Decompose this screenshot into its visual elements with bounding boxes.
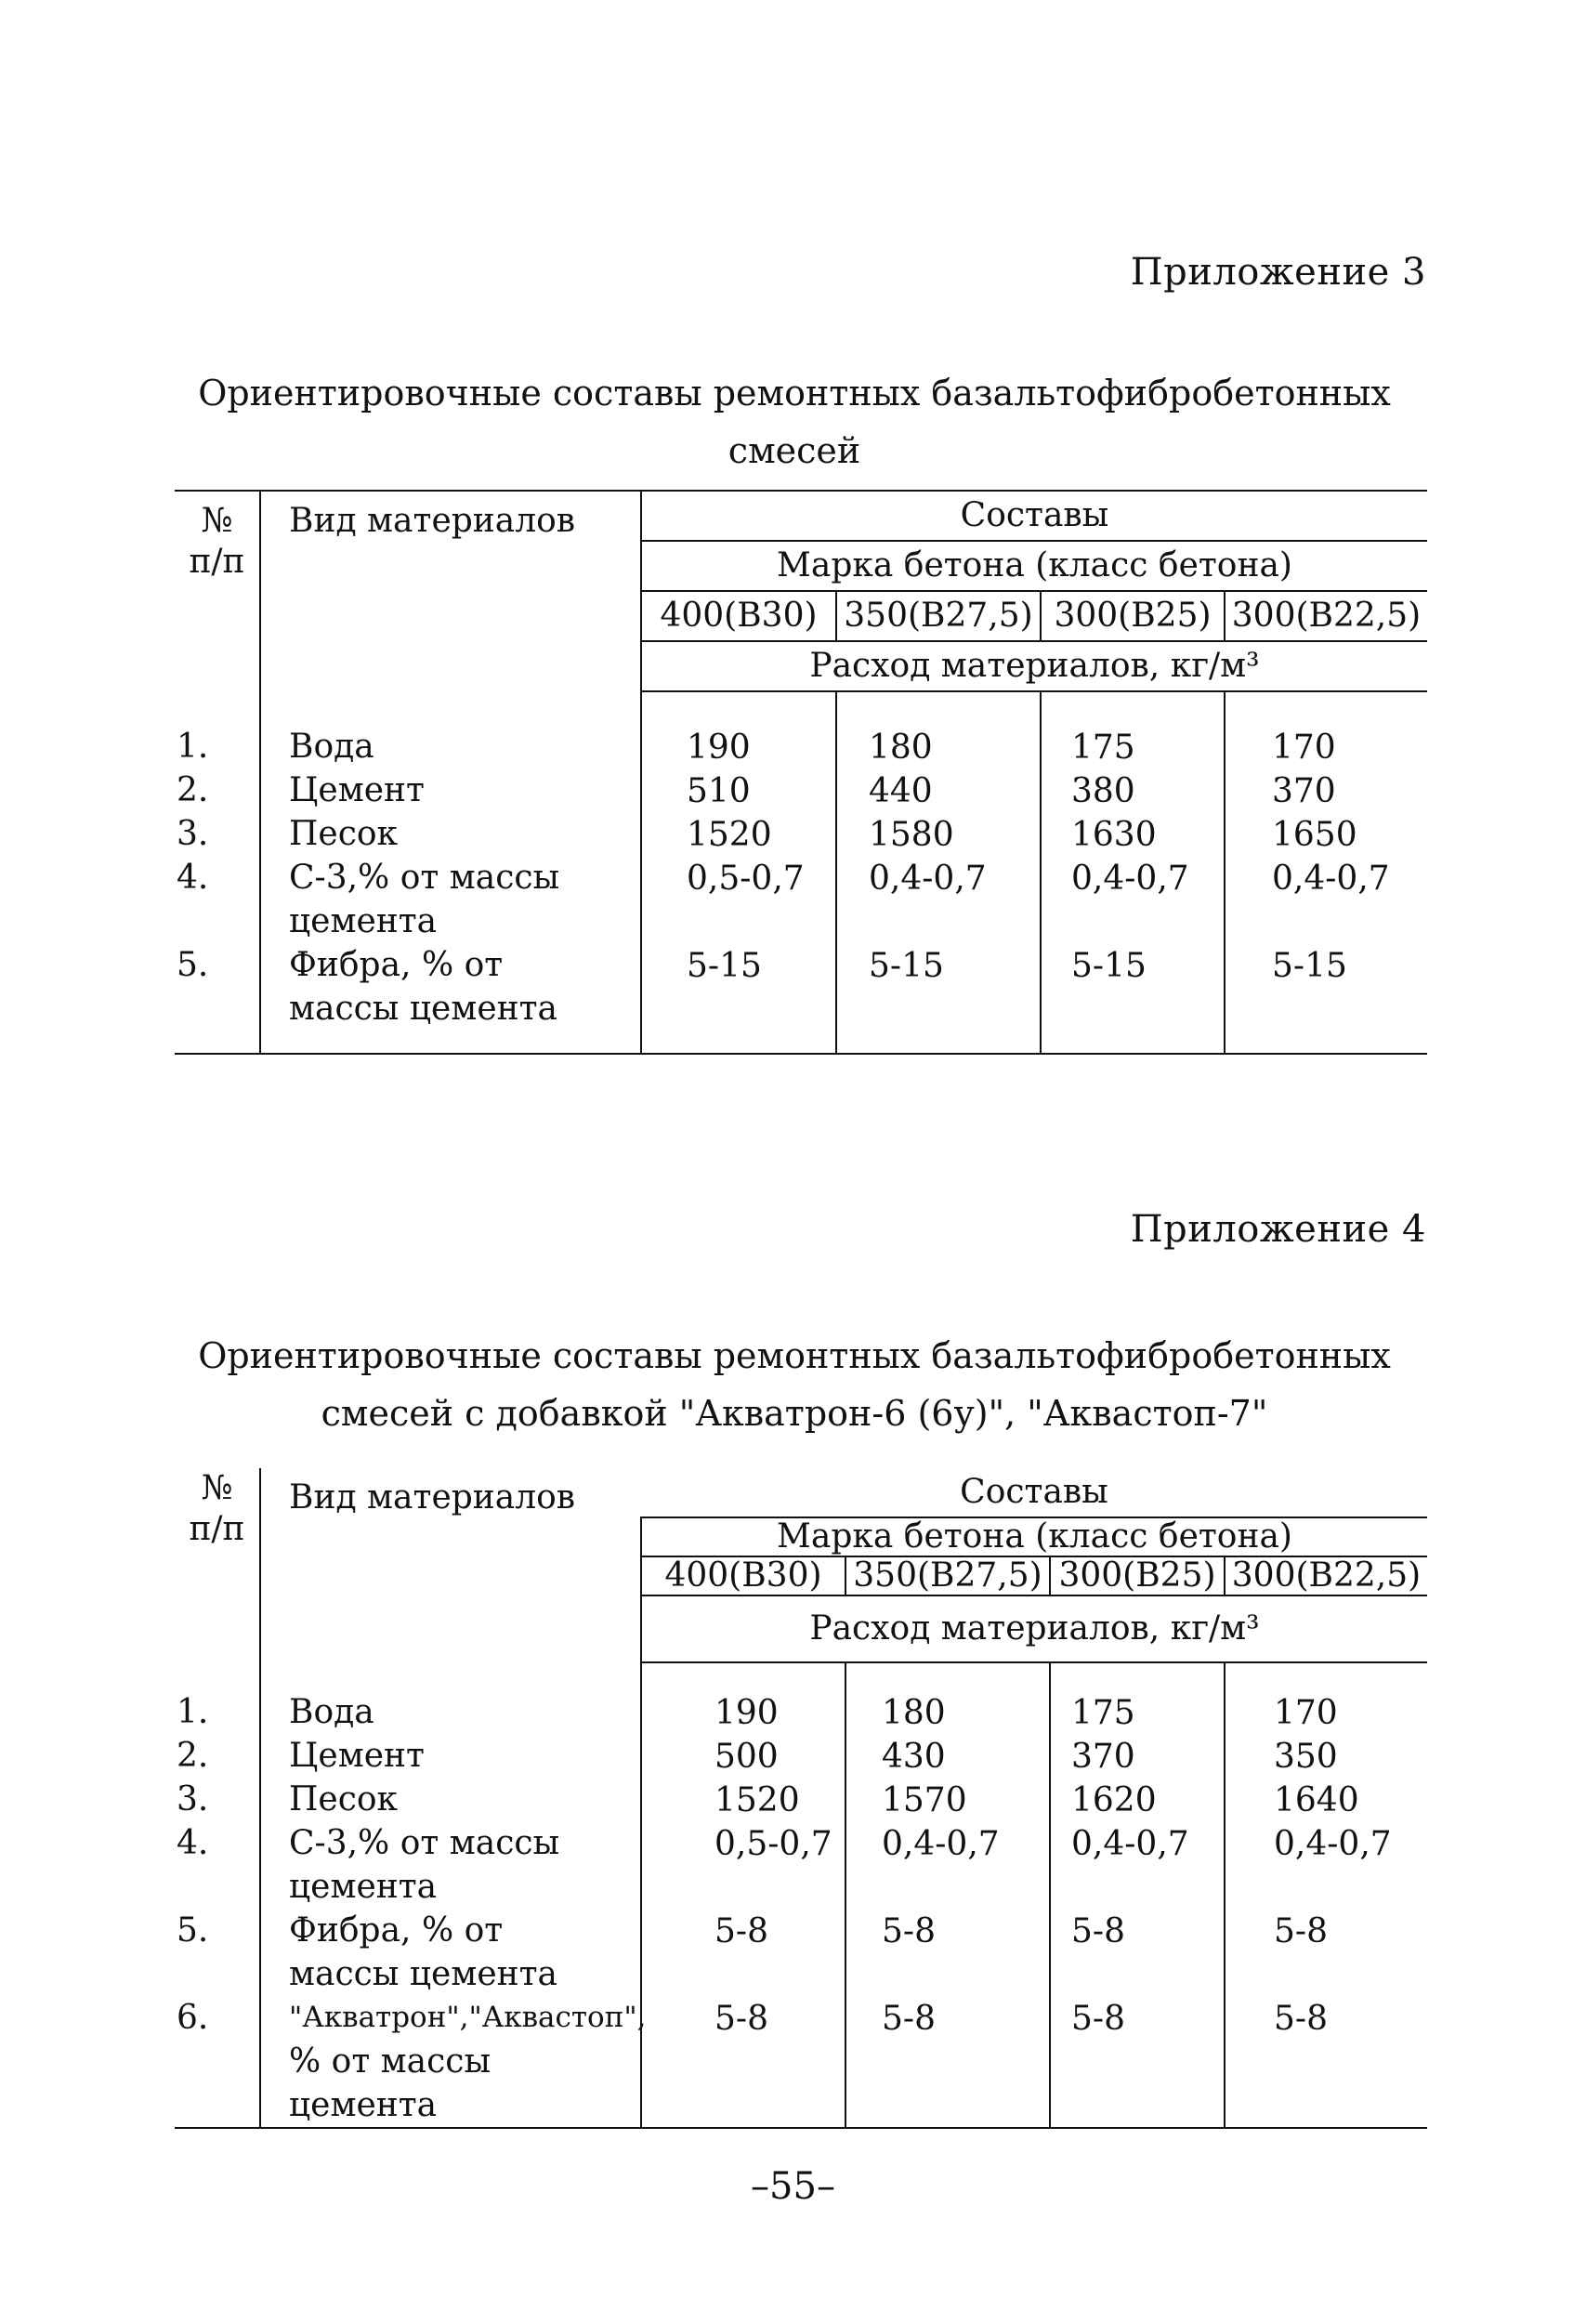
header-consumption: Расход материалов, кг/м³ [641, 1595, 1427, 1662]
appendix-4-label: Приложение 4 [1130, 1208, 1426, 1251]
row-materials: Вода Цемент Песок С-3,% от массы цемента Фибра, % от массы цемента "Акватрон","Аквастоп", % от массы цемента [260, 1662, 641, 2128]
values-col-3: 175 380 1630 0,4-0,7 5-15 [1041, 691, 1225, 1054]
header-grade-3: 300(В25) [1041, 591, 1225, 641]
appendix-3-label: Приложение 3 [1130, 251, 1426, 294]
header-grade-3: 300(В25) [1050, 1556, 1225, 1595]
row-numbers: 1. 2. 3. 4. 5. 6. [175, 1662, 260, 2128]
header-grade-2: 350(В27,5) [845, 1556, 1050, 1595]
header-compositions: Составы [641, 1468, 1427, 1517]
values-col-4: 170 370 1650 0,4-0,7 5-15 [1225, 691, 1427, 1054]
values-col-1: 190 510 1520 0,5-0,7 5-15 [641, 691, 836, 1054]
header-grade: Марка бетона (класс бетона) [641, 541, 1427, 591]
appendix-4-table [175, 1468, 1427, 2129]
header-grade-4: 300(В22,5) [1225, 591, 1427, 641]
appendix-3-table [175, 490, 1427, 1055]
values-col-4: 170 350 1640 0,4-0,7 5-8 5-8 [1225, 1662, 1427, 2128]
header-num: № п/п [175, 491, 260, 691]
header-grade-1: 400(В30) [641, 591, 836, 641]
header-num: № п/п [189, 1469, 245, 1548]
header-grade-1: 400(В30) [641, 1556, 845, 1595]
row-materials: Вода Цемент Песок С-3,% от массы цемента Фибра, % от массы цемента [260, 691, 641, 1054]
caption-line: смесей [727, 430, 861, 471]
values-col-2: 180 440 1580 0,4-0,7 5-15 [836, 691, 1041, 1054]
appendix-3-caption [177, 364, 1412, 479]
caption-line: Ориентировочные составы ремонтных базальтофибробетонных [198, 373, 1391, 414]
header-grade-4: 300(В22,5) [1225, 1556, 1427, 1595]
header-material: Вид материалов [260, 491, 641, 691]
header-grade-2: 350(В27,5) [836, 591, 1041, 641]
appendix-4-caption [177, 1327, 1412, 1442]
caption-line: Ориентировочные составы ремонтных базальтофибробетонных [198, 1335, 1391, 1376]
page-number: –55– [751, 2165, 835, 2208]
header-grade: Марка бетона (класс бетона) [641, 1517, 1427, 1556]
header-consumption: Расход материалов, кг/м³ [641, 641, 1427, 691]
values-col-2: 180 430 1570 0,4-0,7 5-8 5-8 [845, 1662, 1050, 2128]
header-material: Вид материалов [260, 1468, 641, 1662]
row-numbers: 1. 2. 3. 4. 5. [175, 691, 260, 1054]
values-col-3: 175 370 1620 0,4-0,7 5-8 5-8 [1050, 1662, 1225, 2128]
header-compositions: Составы [641, 491, 1427, 541]
values-col-1: 190 500 1520 0,5-0,7 5-8 5-8 [641, 1662, 845, 2128]
caption-line: смесей с добавкой "Акватрон-6 (6у)", "Аквастоп-7" [321, 1393, 1268, 1434]
